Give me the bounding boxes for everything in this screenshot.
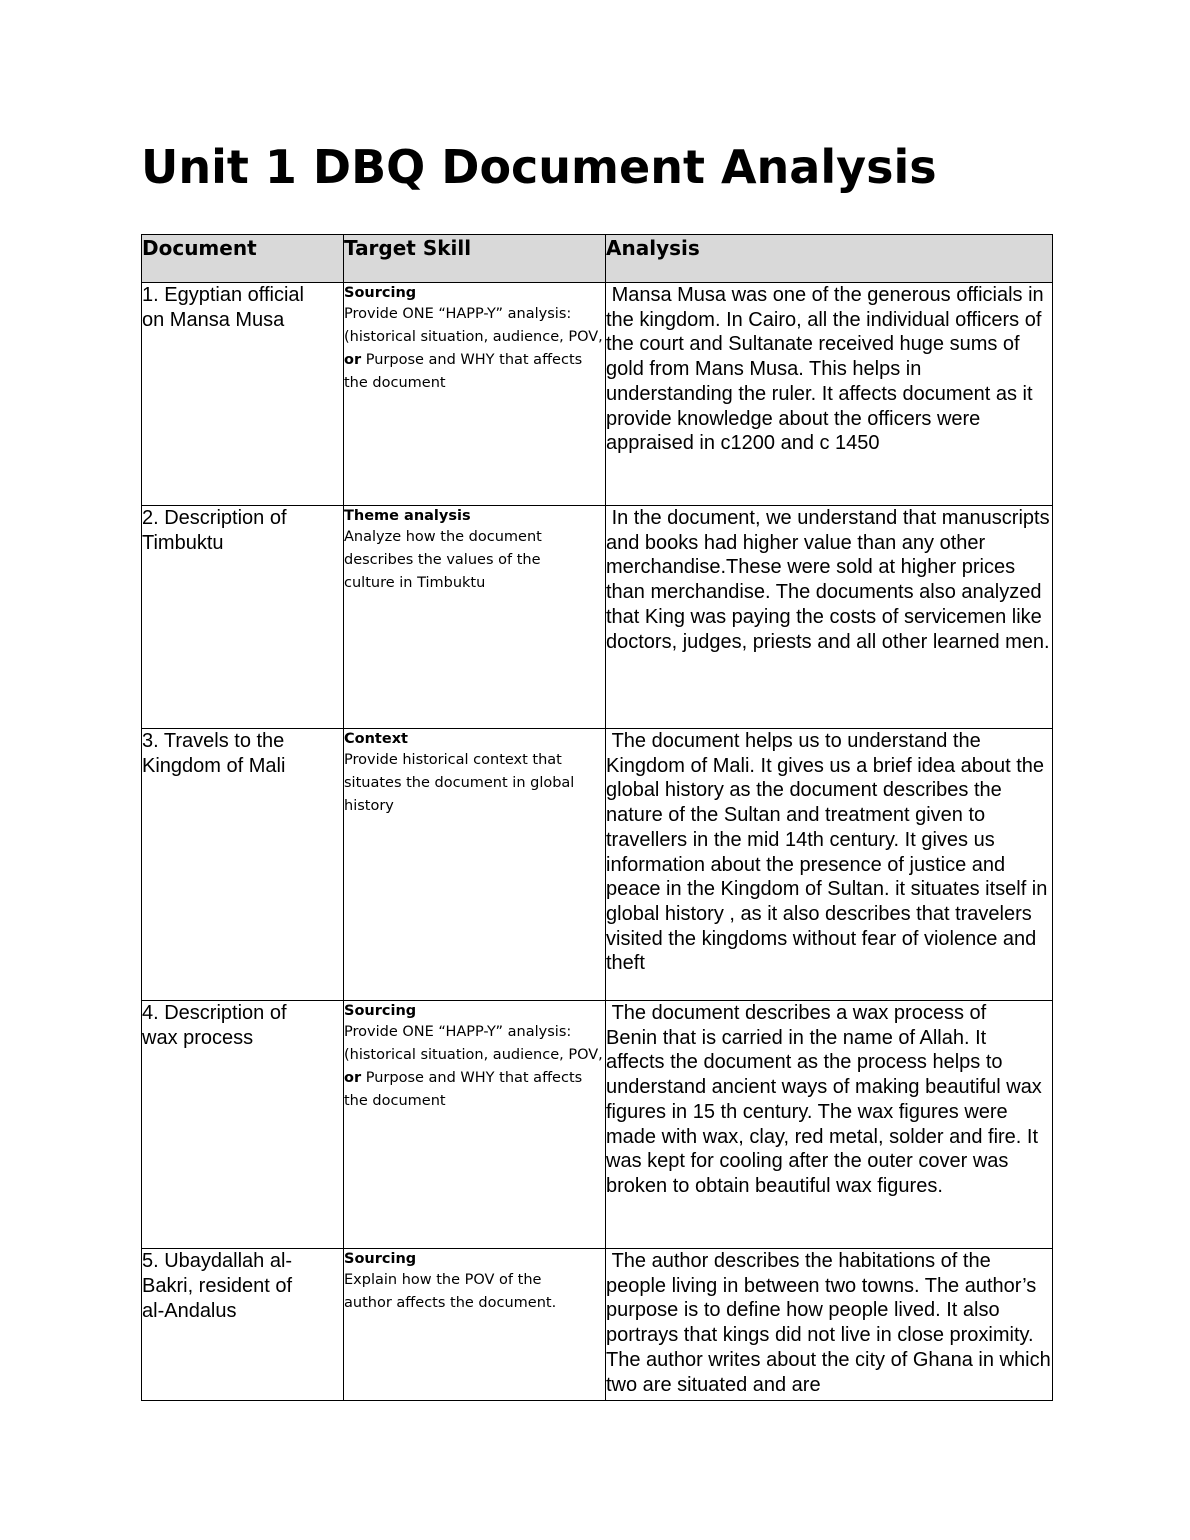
target-skill-cell xyxy=(344,283,606,506)
target-skill-cell xyxy=(344,1001,606,1249)
skill-description xyxy=(344,529,542,591)
analysis-column-header: Analysis xyxy=(606,235,1053,283)
skill-emphasis: or xyxy=(344,352,362,368)
analysis-cell[interactable] xyxy=(606,1249,1057,1401)
analysis-cell[interactable] xyxy=(606,1001,1053,1249)
skill-description xyxy=(344,306,603,391)
document-cell xyxy=(142,1249,344,1401)
skill-text: Explain how the POV of the author affects the document. xyxy=(344,1272,557,1311)
skill-text: Provide ONE “HAPP-Y” analysis: (historical situation, audience, POV, xyxy=(344,306,603,345)
skill-description xyxy=(344,1024,603,1109)
skill-title: Theme analysis xyxy=(344,508,471,524)
document-column-header: Document xyxy=(142,235,344,283)
document-name: 3. Travels to the Kingdom of Mali xyxy=(142,730,290,777)
table-row xyxy=(142,1249,1053,1401)
skill-emphasis: or xyxy=(344,1070,362,1086)
document-name: 2. Description of Timbuktu xyxy=(142,507,292,554)
skill-description xyxy=(344,752,574,814)
document-name: 1. Egyptian official on Mansa Musa xyxy=(142,284,310,331)
document-cell xyxy=(142,1001,344,1249)
skill-description xyxy=(344,1272,556,1311)
target-skill-cell xyxy=(344,729,606,1001)
document-cell xyxy=(142,729,344,1001)
document-analysis-table xyxy=(141,234,1057,1401)
document-cell xyxy=(142,506,344,729)
analysis-text: In the document, we understand that manuscripts and books had higher value than any other merchandise.These were sold at higher prices than merchandise. The documents also analyzed that King was paying the costs of servicemen like doctors, judges, priests and all other learned men. xyxy=(606,507,1056,653)
skill-text: Provide historical context that situates the document in global history xyxy=(344,752,575,814)
analysis-cell[interactable] xyxy=(606,506,1056,729)
analysis-cell[interactable] xyxy=(606,283,1053,506)
document-name: 5. Ubaydallah al-Bakri, resident of al-Andalus xyxy=(142,1250,298,1322)
target-skill-column-header: Target Skill xyxy=(344,235,606,283)
skill-text-end: Purpose and WHY that affects the document xyxy=(344,1070,583,1109)
analysis-cell[interactable] xyxy=(606,729,1053,1001)
target-skill-cell xyxy=(344,1249,606,1401)
target-skill-cell xyxy=(344,506,606,729)
table-row xyxy=(142,1001,1053,1249)
skill-text: Analyze how the document describes the values of the culture in Timbuktu xyxy=(344,529,542,591)
document-cell xyxy=(142,283,344,506)
skill-title: Context xyxy=(344,731,408,747)
table-row xyxy=(142,283,1053,506)
analysis-text: The document describes a wax process of Benin that is carried in the name of Allah. It affects the document as the process helps to understand ancient ways of making beautiful wax figures in 15 th century. The wax figures were made with wax, clay, red metal, solder and fire. It was kept for cooling after the outer cover was broken to obtain beautiful wax figures. xyxy=(606,1002,1048,1197)
analysis-text: Mansa Musa was one of the generous officials in the kingdom. In Cairo, all the individual officers of the court and Sultanate received huge sums of gold from Mans Musa. This helps in understanding the ruler. It affects document as it provide knowledge about the officers were appraised in c1200 and c 1450 xyxy=(606,284,1050,455)
table-row xyxy=(142,729,1053,1001)
skill-title: Sourcing xyxy=(344,1251,417,1267)
skill-title: Sourcing xyxy=(344,1003,417,1019)
table-row xyxy=(142,506,1053,729)
page-title: Unit 1 DBQ Document Analysis xyxy=(141,140,937,194)
skill-title: Sourcing xyxy=(344,285,417,301)
table-header-row xyxy=(142,235,1053,283)
analysis-text: The author describes the habitations of the people living in between two towns. The author’s purpose is to define how people lived. It also portrays that kings did not live in close proximity. The author writes about the city of Ghana in which two are situated and are xyxy=(606,1250,1057,1396)
analysis-text: The document helps us to understand the Kingdom of Mali. It gives us a brief idea about the global history as the document describes the nature of the Sultan and treatment given to travellers in the mid 14th century. It gives us information about the presence of justice and peace in the Kingdom of Sultan. it situates itself in global history , as it also describes that travelers visited the kingdoms without fear of violence and theft xyxy=(606,730,1053,975)
skill-text-end: Purpose and WHY that affects the document xyxy=(344,352,583,391)
document-name: 4. Description of wax process xyxy=(142,1002,293,1049)
skill-text: Provide ONE “HAPP-Y” analysis: (historical situation, audience, POV, xyxy=(344,1024,603,1063)
